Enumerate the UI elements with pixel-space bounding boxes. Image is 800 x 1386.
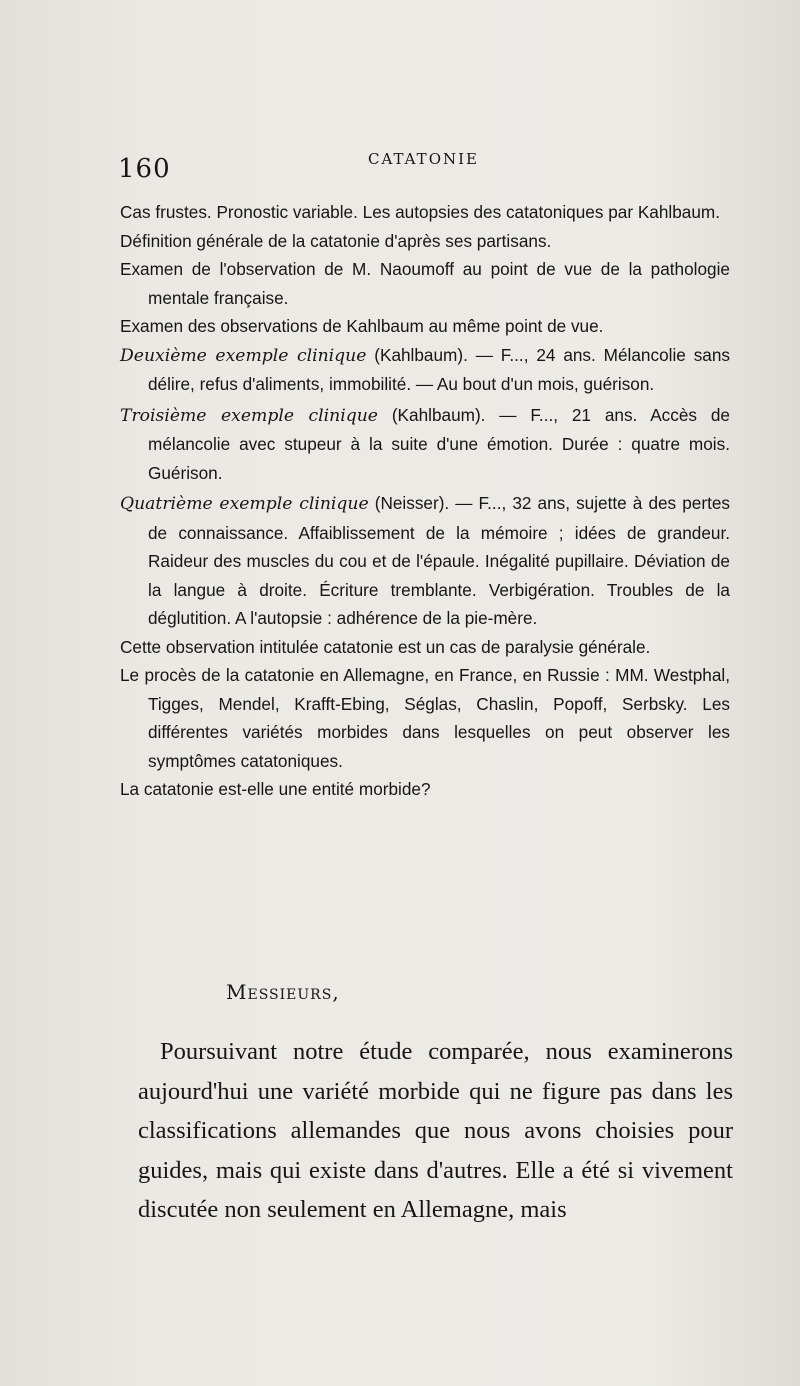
summary-entry — [120, 633, 730, 662]
summary-entry-text: Cas frustes. Pronostic variable. Les autopsies des catatoniques par Kahlbaum. — [120, 202, 720, 222]
page-header — [118, 146, 718, 186]
summary-entry-text: Examen des observations de Kahlbaum au même point de vue. — [120, 316, 604, 336]
summary-entry — [120, 227, 730, 256]
summary-entry — [120, 401, 730, 488]
body-text — [138, 1032, 733, 1230]
summary-entry — [120, 341, 730, 399]
summary-entry-text: Le procès de la catatonie en Allemagne, en France, en Russie : MM. Westphal, Tigges, Mendel, Krafft-Ebing, Séglas, Chaslin, Popoff, Serbsky. Les différentes variétés morbides dans lesquelles on peut observer les symptômes catatoniques. — [120, 665, 730, 771]
summary-entry — [120, 198, 730, 227]
summary-entry-italic: Quatrième exemple clinique — [120, 494, 369, 514]
chapter-summary — [120, 198, 730, 804]
summary-entry-text: La catatonie est-elle une entité morbide? — [120, 779, 431, 799]
summary-entry — [120, 312, 730, 341]
summary-entry-text: (Kahlbaum). — F..., 24 ans. Mélancolie sans délire, refus d'aliments, immobilité. — Au bout d'un mois, guérison. — [148, 344, 730, 394]
section-heading-text: Messieurs, — [226, 980, 340, 1004]
summary-entry-italic: Deuxième exemple clinique — [120, 345, 367, 366]
page-number: 160 — [118, 154, 171, 184]
summary-entry — [120, 661, 730, 775]
summary-entry-text: Cette observation intitulée catatonie est un cas de paralysie générale. — [120, 636, 651, 657]
summary-entry-text: (Neisser). — F..., 32 ans, sujette à des pertes de connaissance. Affaiblissement de la mémoire ; idées de grandeur. Raideur des muscles du cou et de l'épaule. Inégalité pupillaire. Déviation de la langue à droite. Écriture tremblante. Verbigération. Troubles de la déglutition. A l'autopsie : adhérence de la pie-mère. — [148, 493, 730, 628]
summary-entry — [120, 489, 730, 633]
section-heading — [226, 980, 340, 1004]
body-paragraph: Poursuivant notre étude comparée, nous examinerons aujourd'hui une variété morbide qui ne figure pas dans les classifications allemandes que nous avons choisies pour guides, mais qui existe dans d'autres. Elle a été si vivement discutée non seulement en Allemagne, mais — [138, 1038, 733, 1223]
summary-entry-text: Définition générale de la catatonie d'après ses partisans. — [120, 230, 552, 251]
running-title: CATATONIE — [368, 150, 479, 168]
summary-entry-text: (Kahlbaum). — F..., 21 ans. Accès de mélancolie avec stupeur à la suite d'une émotion. Durée : quatre mois. Guérison. — [148, 404, 730, 483]
summary-entry-italic: Troisième exemple clinique — [120, 405, 378, 426]
summary-entry — [120, 775, 730, 804]
summary-entry-text: Examen de l'observation de M. Naoumoff au point de vue de la pathologie mentale française. — [120, 259, 730, 308]
summary-entry — [120, 255, 730, 312]
